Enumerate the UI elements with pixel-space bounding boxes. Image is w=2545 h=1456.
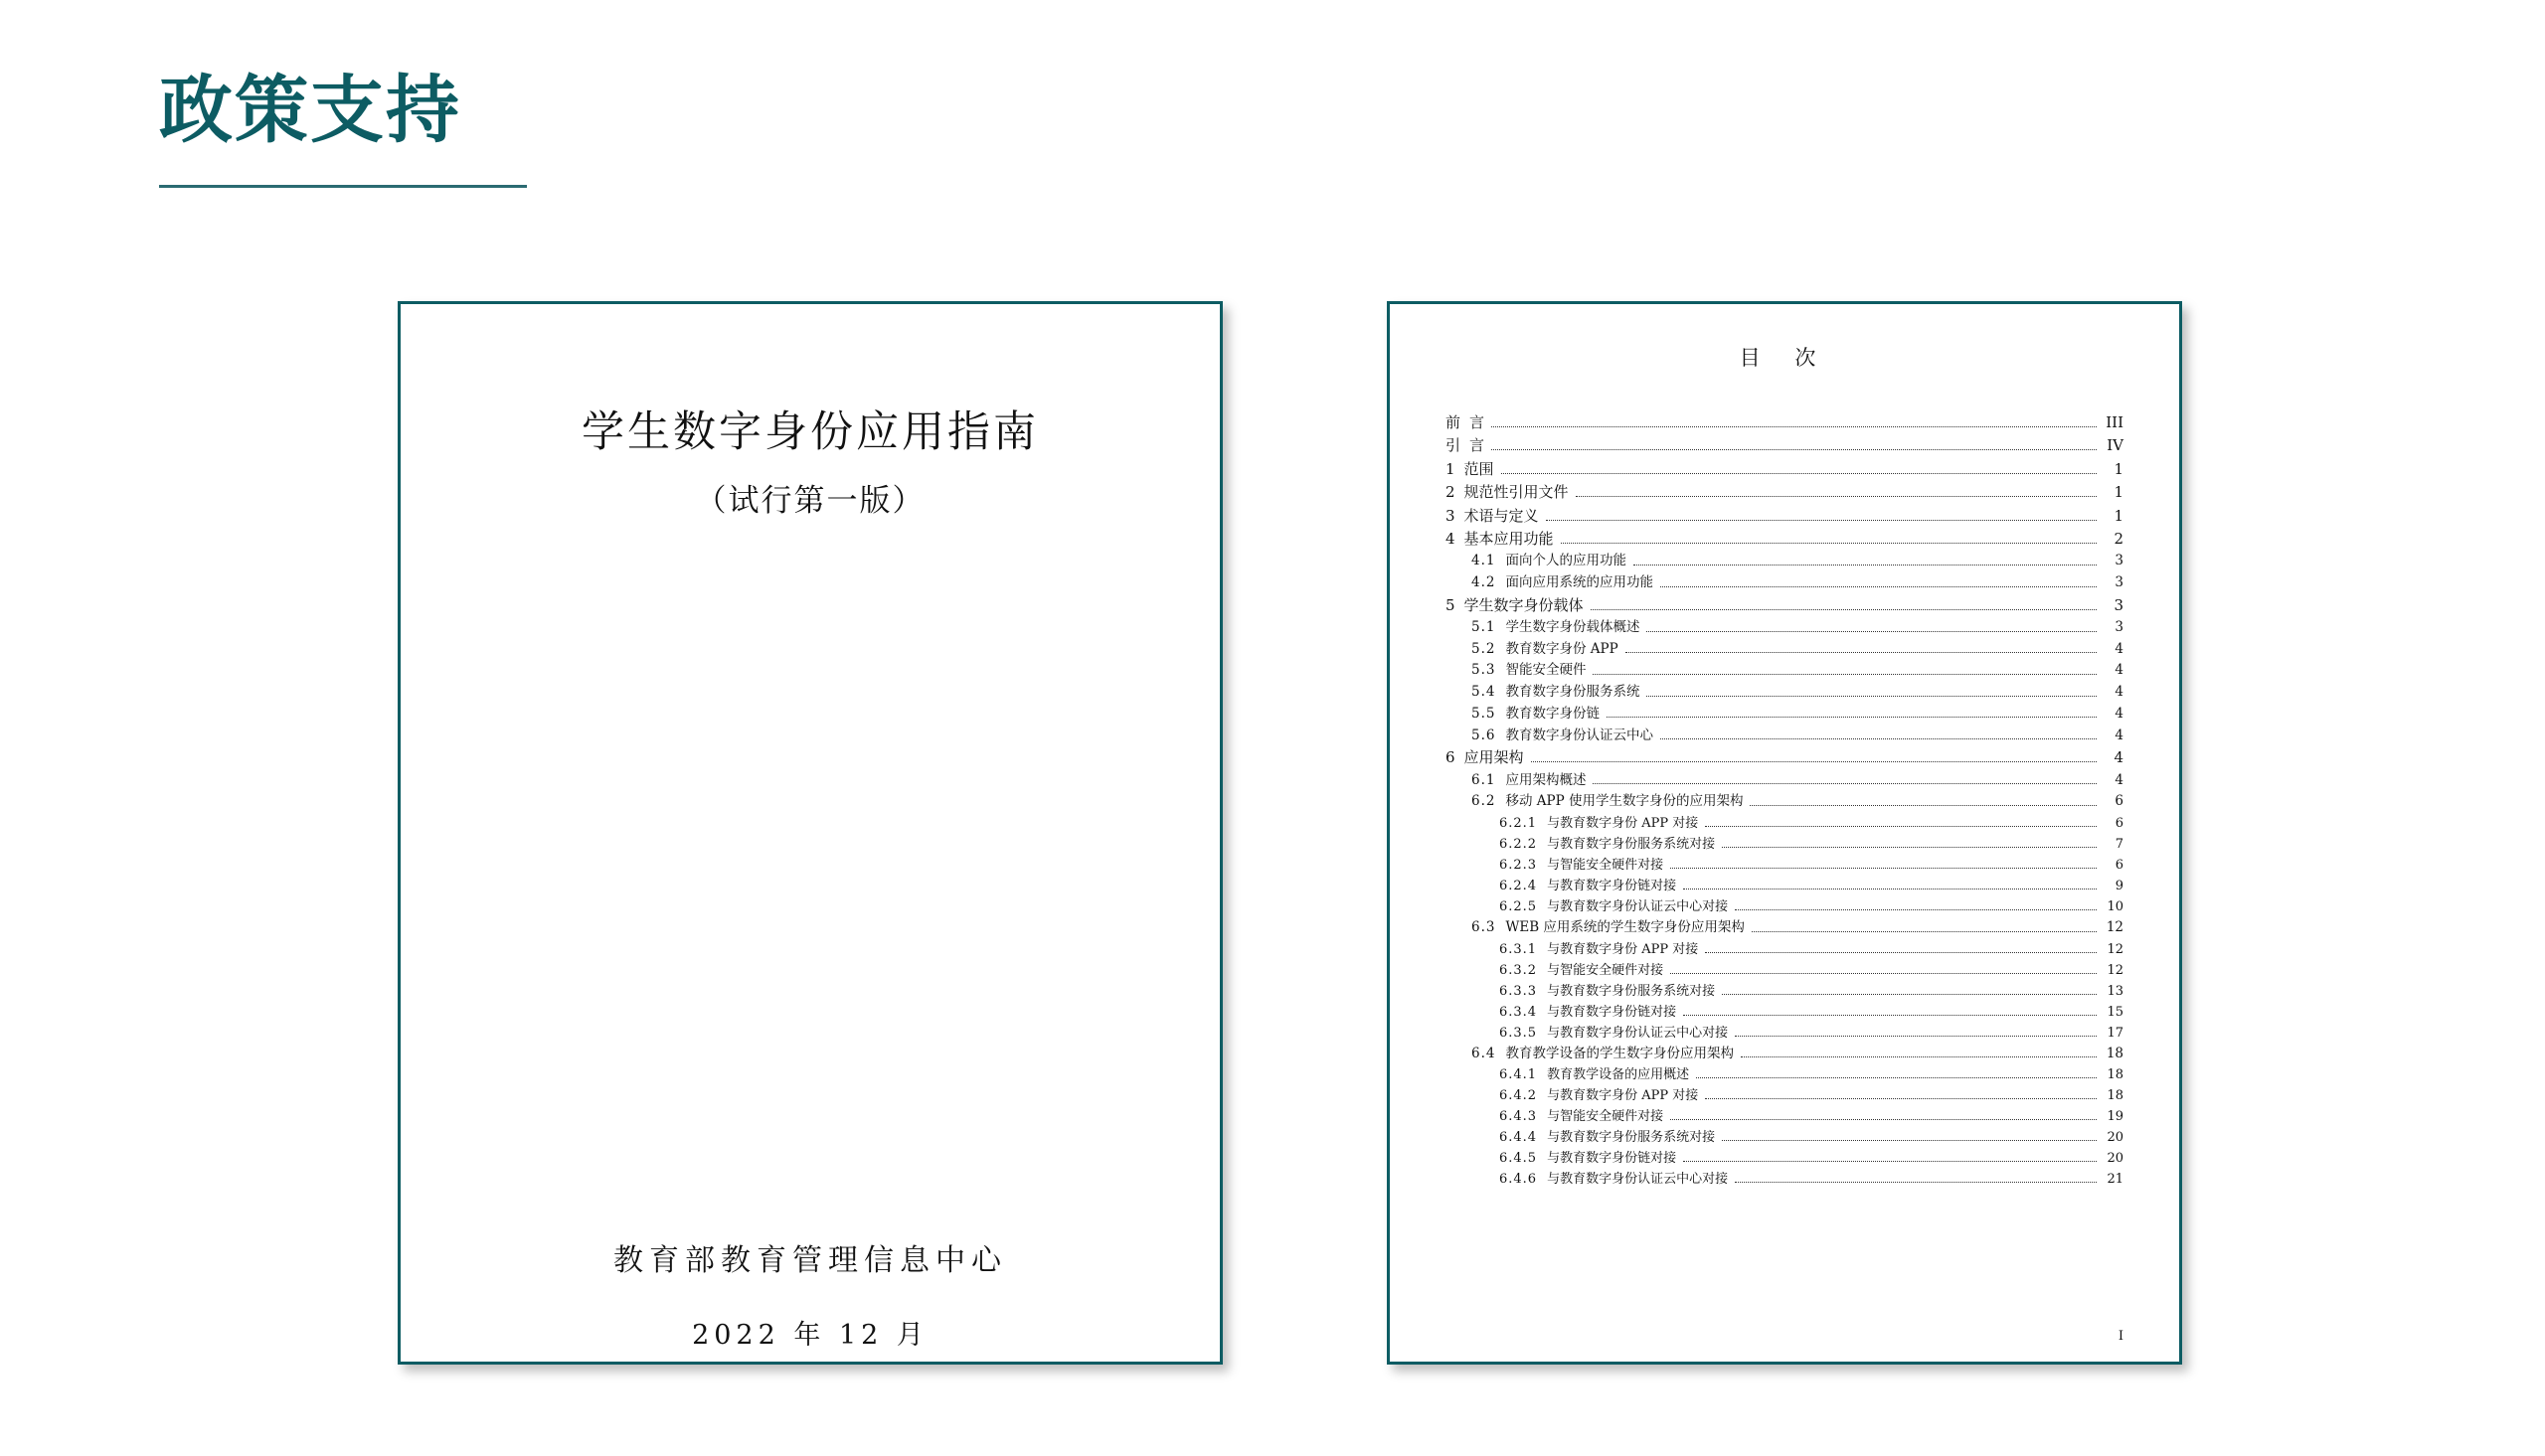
toc-entry-number: 6.2.4	[1499, 879, 1538, 893]
toc-entry-page: IV	[2107, 436, 2123, 455]
toc-entry-label: 与教育数字身份服务系统对接	[1547, 983, 1716, 999]
toc-entry-label: 移动 APP 使用学生数字身份的应用架构	[1505, 793, 1744, 810]
toc-entry-leader-dots	[1501, 472, 2097, 474]
toc-entry[interactable]	[1445, 750, 2123, 765]
toc-entry-label: 术语与定义	[1463, 506, 1539, 525]
toc-entry-label: 与教育数字身份 APP 对接	[1547, 1088, 1699, 1104]
toc-entry-leader-dots	[1705, 1097, 2097, 1099]
toc-entry-leader-dots	[1735, 1181, 2097, 1183]
toc-entry-label: 应用架构	[1463, 748, 1524, 767]
toc-entry-number: 5.2	[1471, 640, 1496, 657]
title-underline-divider	[159, 185, 527, 188]
toc-entry-label: 言	[1469, 436, 1485, 455]
toc-entry[interactable]	[1445, 964, 2123, 977]
toc-entry[interactable]	[1445, 729, 2123, 743]
toc-entry-number: 6.2.2	[1499, 837, 1538, 852]
toc-heading: 目 次	[1739, 346, 1830, 370]
toc-entry-leader-dots	[1750, 804, 2097, 806]
cover-subtitle: （试行第一版）	[695, 483, 926, 519]
document-cover-page[interactable]	[398, 301, 1223, 1365]
toc-entry-label: 与教育数字身份 APP 对接	[1547, 941, 1699, 957]
document-toc-page[interactable]	[1387, 301, 2182, 1365]
toc-entry-number: 6.3.4	[1499, 1004, 1538, 1020]
toc-entry-page: 3	[2114, 595, 2123, 614]
toc-entry-page: 4	[2115, 640, 2123, 657]
toc-entry-label: 与教育数字身份认证云中心对接	[1547, 1025, 1729, 1041]
toc-entry-label: 教育教学设备的学生数字身份应用架构	[1505, 1045, 1734, 1061]
toc-entry-leader-dots	[1735, 908, 2097, 910]
toc-entry[interactable]	[1445, 459, 2123, 478]
toc-entry-page: 20	[2107, 1151, 2123, 1167]
toc-entry-label: 与教育数字身份 APP 对接	[1547, 816, 1699, 831]
toc-entry[interactable]	[1445, 795, 2123, 809]
toc-entry-page: 4	[2115, 771, 2123, 788]
toc-list	[1445, 415, 2123, 1186]
toc-entry-label: 教育数字身份认证云中心	[1505, 727, 1653, 743]
toc-entry-page: 19	[2107, 1109, 2123, 1125]
toc-entry-page: 1	[2114, 483, 2123, 502]
toc-entry-number: 前	[1445, 413, 1461, 431]
toc-entry-page: 15	[2107, 1004, 2123, 1020]
toc-entry-label: 与智能安全硬件对接	[1547, 1109, 1664, 1125]
toc-entry-number: 5.1	[1471, 619, 1496, 636]
toc-entry-label: 智能安全硬件	[1505, 662, 1587, 679]
toc-entry-page: 4	[2115, 684, 2123, 701]
toc-entry-page: 12	[2107, 962, 2123, 978]
toc-entry-label: 与智能安全硬件对接	[1547, 858, 1664, 873]
toc-entry-leader-dots	[1660, 585, 2097, 587]
toc-content	[1390, 304, 2179, 1362]
toc-entry[interactable]	[1445, 555, 2123, 568]
cover-content	[401, 399, 1220, 1456]
toc-entry-page: 10	[2107, 899, 2123, 914]
toc-entry-page: 12	[2107, 941, 2123, 957]
toc-entry-page: 4	[2115, 662, 2123, 679]
toc-entry[interactable]	[1445, 1152, 2123, 1165]
toc-entry-leader-dots	[1531, 760, 2097, 762]
toc-entry-number: 4.2	[1471, 574, 1496, 591]
toc-entry-label: 与教育数字身份链对接	[1547, 879, 1677, 893]
toc-entry-label: 范围	[1463, 459, 1494, 478]
toc-entry[interactable]	[1445, 817, 2123, 830]
toc-entry-number: 6.2.3	[1499, 858, 1538, 873]
toc-entry[interactable]	[1445, 838, 2123, 851]
toc-entry-number: 6.4	[1471, 1045, 1496, 1061]
toc-entry-number: 引	[1445, 436, 1461, 455]
toc-entry-leader-dots	[1705, 951, 2097, 953]
toc-entry[interactable]	[1445, 985, 2123, 998]
toc-entry-leader-dots	[1696, 1076, 2097, 1078]
toc-entry-page: 18	[2107, 1067, 2123, 1083]
toc-entry-number: 6.2.5	[1499, 899, 1538, 914]
toc-entry-label: 言	[1469, 413, 1485, 431]
toc-entry-number: 6.4.5	[1499, 1151, 1538, 1167]
cover-footer	[401, 1235, 1220, 1352]
toc-entry-number: 6.4.3	[1499, 1109, 1538, 1125]
toc-entry-page: 20	[2107, 1130, 2123, 1146]
toc-entry[interactable]	[1445, 506, 2123, 525]
toc-entry[interactable]	[1445, 1089, 2123, 1102]
toc-page-number: I	[2118, 1329, 2123, 1344]
toc-entry-leader-dots	[1576, 495, 2097, 497]
toc-entry[interactable]	[1445, 576, 2123, 590]
toc-entry-number: 5.5	[1471, 705, 1496, 722]
toc-entry-label: 与教育数字身份服务系统对接	[1547, 837, 1716, 852]
toc-entry[interactable]	[1445, 415, 2123, 430]
toc-entry-leader-dots	[1722, 993, 2097, 995]
toc-entry-leader-dots	[1735, 1035, 2097, 1037]
toc-entry-page: 1	[2114, 459, 2123, 478]
toc-entry-label: 教育数字身份服务系统	[1505, 684, 1640, 701]
toc-entry-leader-dots	[1660, 737, 2097, 739]
toc-entry-label: 与教育数字身份服务系统对接	[1547, 1130, 1716, 1146]
toc-entry-number: 6.2	[1471, 793, 1496, 810]
toc-entry-label: 与教育数字身份认证云中心对接	[1547, 1172, 1729, 1188]
toc-entry-leader-dots	[1593, 782, 2097, 784]
toc-entry-label: WEB 应用系统的学生数字身份应用架构	[1505, 919, 1745, 935]
toc-entry[interactable]	[1445, 438, 2123, 453]
toc-entry[interactable]	[1445, 664, 2123, 678]
toc-entry-page: 4	[2114, 748, 2123, 767]
toc-entry-label: 教育数字身份 APP	[1505, 640, 1618, 657]
toc-entry[interactable]	[1445, 1110, 2123, 1123]
toc-entry[interactable]	[1445, 900, 2123, 913]
toc-entry-leader-dots	[1546, 519, 2097, 521]
toc-entry-leader-dots	[1670, 972, 2097, 974]
toc-entry[interactable]	[1445, 595, 2123, 614]
toc-entry-number: 6.1	[1471, 771, 1496, 788]
cover-organization: 教育部教育管理信息中心	[613, 1243, 1007, 1278]
toc-entry-number: 5.3	[1471, 662, 1496, 679]
toc-entry-page: III	[2106, 413, 2123, 431]
toc-entry-number: 6.2.1	[1499, 816, 1538, 831]
toc-entry[interactable]	[1445, 1068, 2123, 1081]
toc-entry-page: 21	[2107, 1172, 2123, 1188]
toc-entry[interactable]	[1445, 1131, 2123, 1144]
toc-entry-page: 3	[2115, 553, 2123, 569]
toc-entry-leader-dots	[1683, 1014, 2097, 1016]
toc-entry[interactable]	[1445, 529, 2123, 548]
toc-entry-leader-dots	[1683, 1160, 2097, 1162]
toc-entry-page: 4	[2115, 727, 2123, 743]
toc-entry[interactable]	[1445, 921, 2123, 935]
toc-entry-number: 5.4	[1471, 684, 1496, 701]
toc-entry-number: 6.4.4	[1499, 1130, 1538, 1146]
toc-entry-leader-dots	[1646, 630, 2097, 632]
toc-entry-page: 2	[2114, 529, 2123, 548]
slide-heading	[159, 69, 577, 188]
toc-entry[interactable]	[1445, 1006, 2123, 1019]
toc-entry-leader-dots	[1561, 542, 2097, 544]
toc-entry-leader-dots	[1591, 608, 2097, 610]
toc-entry-label: 与教育数字身份认证云中心对接	[1547, 899, 1729, 914]
toc-entry-number: 2	[1445, 483, 1455, 502]
toc-entry[interactable]	[1445, 943, 2123, 956]
toc-entry-leader-dots	[1752, 930, 2097, 932]
toc-entry-page: 13	[2107, 983, 2123, 999]
toc-entry-leader-dots	[1705, 825, 2097, 827]
toc-entry-leader-dots	[1722, 1139, 2097, 1141]
toc-entry-leader-dots	[1607, 716, 2097, 718]
toc-entry-number: 5.6	[1471, 727, 1496, 743]
toc-entry-page: 3	[2115, 574, 2123, 591]
toc-entry-label: 面向应用系统的应用功能	[1505, 574, 1653, 591]
toc-entry-page: 4	[2115, 705, 2123, 722]
toc-entry-label: 学生数字身份载体	[1463, 595, 1584, 614]
toc-entry-page: 3	[2115, 619, 2123, 636]
toc-entry[interactable]	[1445, 1173, 2123, 1186]
toc-entry-label: 基本应用功能	[1463, 529, 1554, 548]
toc-entry-number: 6.3.1	[1499, 941, 1538, 957]
cover-title: 学生数字身份应用指南	[582, 407, 1039, 457]
toc-entry[interactable]	[1445, 705, 2123, 722]
toc-entry-page: 18	[2106, 1045, 2123, 1061]
toc-entry-number: 4.1	[1471, 553, 1496, 569]
toc-entry-page: 9	[2115, 879, 2123, 893]
toc-entry-leader-dots	[1683, 888, 2097, 890]
toc-entry-label: 应用架构概述	[1505, 771, 1587, 788]
toc-entry-number: 6.4.6	[1499, 1172, 1538, 1188]
toc-entry-number: 6.3.5	[1499, 1025, 1538, 1041]
toc-entry-number: 6.4.2	[1499, 1088, 1538, 1104]
toc-entry-leader-dots	[1741, 1055, 2097, 1057]
toc-entry-number: 6.3.3	[1499, 983, 1538, 999]
toc-entry-leader-dots	[1646, 695, 2097, 697]
toc-entry-leader-dots	[1491, 425, 2097, 427]
toc-entry[interactable]	[1445, 771, 2123, 788]
toc-entry-number: 4	[1445, 529, 1455, 548]
page-title: 政策支持	[159, 69, 461, 151]
toc-entry-number: 6.4.1	[1499, 1067, 1538, 1083]
toc-entry[interactable]	[1445, 640, 2123, 657]
toc-entry-page: 6	[2115, 793, 2123, 810]
cover-date: 2022 年 12 月	[692, 1320, 929, 1351]
toc-entry-page: 12	[2106, 919, 2123, 935]
toc-entry[interactable]	[1445, 485, 2123, 500]
toc-entry-leader-dots	[1670, 867, 2097, 869]
toc-entry-page: 1	[2114, 506, 2123, 525]
toc-entry-page: 18	[2107, 1088, 2123, 1104]
toc-entry-page: 7	[2115, 837, 2123, 852]
toc-entry-label: 教育数字身份链	[1505, 705, 1600, 722]
toc-entry-label: 与智能安全硬件对接	[1547, 962, 1664, 978]
toc-entry-label: 与教育数字身份链对接	[1547, 1151, 1677, 1167]
toc-entry-leader-dots	[1670, 1118, 2097, 1120]
toc-entry-label: 规范性引用文件	[1463, 483, 1569, 502]
toc-entry[interactable]	[1445, 859, 2123, 872]
toc-entry-leader-dots	[1633, 564, 2097, 566]
toc-entry-page: 6	[2115, 858, 2123, 873]
toc-entry-label: 面向个人的应用功能	[1505, 553, 1626, 569]
toc-entry-label: 教育教学设备的应用概述	[1547, 1067, 1690, 1083]
toc-entry-leader-dots	[1593, 673, 2097, 675]
toc-entry-label: 与教育数字身份链对接	[1547, 1004, 1677, 1020]
toc-entry[interactable]	[1445, 621, 2123, 635]
toc-entry-number: 6.3	[1471, 919, 1496, 935]
toc-entry-number: 6	[1445, 748, 1455, 767]
toc-entry[interactable]	[1445, 880, 2123, 892]
toc-entry-number: 1	[1445, 459, 1455, 478]
toc-entry-page: 6	[2115, 816, 2123, 831]
toc-entry-number: 3	[1445, 506, 1455, 525]
toc-entry[interactable]	[1445, 1045, 2123, 1061]
toc-entry-leader-dots	[1491, 448, 2097, 450]
toc-entry-page: 17	[2107, 1025, 2123, 1041]
toc-entry-number: 6.3.2	[1499, 962, 1538, 978]
toc-entry[interactable]	[1445, 686, 2123, 700]
toc-entry-label: 学生数字身份载体概述	[1505, 619, 1640, 636]
toc-entry[interactable]	[1445, 1027, 2123, 1040]
toc-entry-leader-dots	[1625, 651, 2097, 653]
toc-entry-leader-dots	[1722, 846, 2097, 848]
toc-entry-number: 5	[1445, 595, 1455, 614]
